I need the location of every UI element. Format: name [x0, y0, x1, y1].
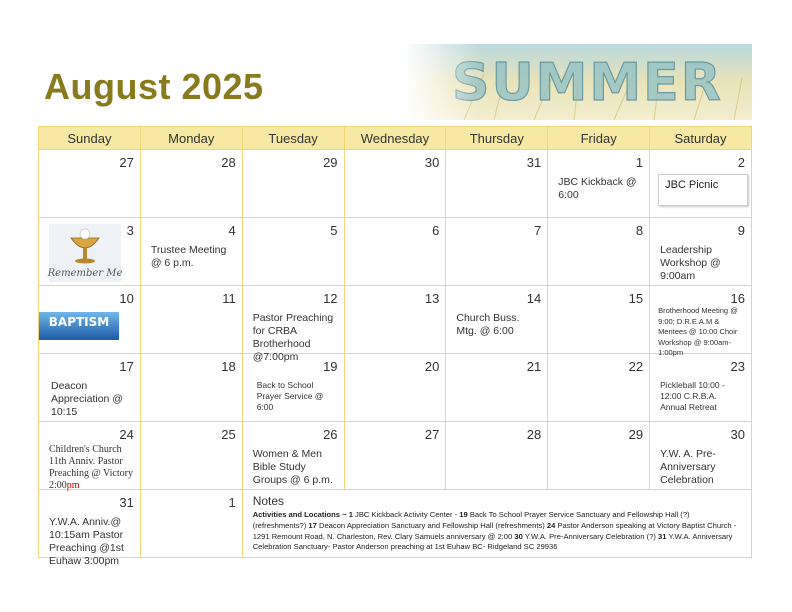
day-cell [650, 286, 752, 357]
event-text: JBC Kickback @ 6:00 [558, 176, 637, 201]
day-cell [446, 354, 548, 422]
event-suffix: pm [66, 480, 80, 491]
day-number: 14 [526, 291, 542, 306]
calendar-grid [38, 126, 752, 567]
event-box: JBC Picnic [658, 174, 748, 206]
day-number: 24 [119, 427, 134, 442]
communion-icon [49, 224, 121, 282]
day-cell [242, 354, 344, 422]
weekday-header: Thursday [446, 127, 548, 150]
day-number: 12 [323, 291, 338, 306]
note-text: Deacon Appreciation Sanctuary and Fellowship Hall (refreshments) [316, 520, 547, 530]
week-row [39, 286, 752, 354]
day-number: 27 [424, 427, 440, 442]
day-number: 31 [119, 495, 134, 510]
week-row [39, 150, 752, 218]
day-cell [344, 422, 446, 490]
summer-banner [404, 44, 752, 120]
day-cell [650, 422, 752, 490]
day-number: 1 [228, 495, 236, 510]
weekday-header: Sunday [39, 127, 141, 150]
event-text: Leadership Workshop @ 9:00am [660, 244, 721, 282]
day-number: 11 [222, 291, 236, 306]
day-cell [140, 150, 242, 218]
day-cell [650, 150, 752, 218]
day-number: 27 [119, 155, 134, 170]
weekday-header: Monday [140, 127, 242, 150]
day-number: 17 [119, 359, 134, 374]
day-number: 28 [221, 155, 236, 170]
event-text: Y.W.A. Anniv.@ 10:15am Pastor Preaching @1st Euhaw 3:00pm [49, 516, 124, 567]
note-text: Pastor Anderson speaking at Victory Baptist Church - 1291 Remount Road, N. Charleston, Rev. Clary Samuels anniversary @ 2:00 [252, 520, 737, 541]
day-cell [344, 286, 446, 354]
day-cell [39, 422, 141, 490]
weekday-header: Friday [548, 127, 650, 150]
day-cell [548, 286, 650, 354]
day-number: 25 [221, 427, 236, 442]
day-number: 16 [730, 291, 745, 306]
day-cell [242, 218, 344, 286]
event-text: Y.W. A. Pre-Anniversary Celebration [660, 448, 716, 486]
note-day: 17 [308, 520, 317, 530]
note-day: 31 [658, 531, 667, 541]
day-cell [39, 286, 141, 354]
note-text: Y.W.A. Anniversary Celebration Sanctuary- Pastor Anderson preaching at 1st Euhaw BC- Ridgeland SC 29936 [252, 531, 733, 552]
day-number: 29 [628, 427, 644, 442]
day-cell [446, 422, 548, 490]
note-text: Back To School Prayer Service Sanctuary and Fellowship Hall (?) (refreshments?) [252, 510, 690, 530]
event-text: Pickleball 10:00 - 12:00 C.R.B.A. Annual Retreat [660, 380, 725, 412]
day-cell [548, 422, 650, 490]
day-number: 7 [533, 223, 542, 238]
day-number: 13 [424, 291, 440, 306]
day-cell [242, 150, 344, 218]
remember-me-image [49, 224, 121, 282]
day-cell [140, 490, 242, 558]
page-title: August 2025 [44, 66, 264, 107]
baptism-text: BAPTISM [48, 315, 110, 329]
day-number: 18 [221, 359, 236, 374]
event-text [49, 444, 134, 492]
weekday-header-row [39, 127, 752, 150]
day-cell [140, 218, 242, 286]
baptism-icon [39, 312, 119, 340]
note-text: Y.W.A. Pre-Anniversary Celebration (?) [522, 531, 659, 541]
day-cell [446, 218, 548, 286]
day-cell [344, 354, 446, 422]
day-number: 4 [228, 223, 236, 238]
day-cell [446, 286, 548, 354]
day-number: 15 [628, 291, 644, 306]
day-number: 2 [737, 155, 745, 170]
day-cell [446, 150, 548, 218]
day-cell [39, 490, 141, 567]
day-number: 5 [330, 223, 338, 238]
day-number: 3 [126, 223, 134, 238]
day-number: 20 [424, 359, 440, 374]
event-main: Children's Church 11th Anniv. Pastor Preaching @ Victory 2:00 [49, 444, 133, 491]
event-text: Pastor Preaching for CRBA Brotherhood @7:00pm [252, 312, 334, 363]
week-row [39, 354, 752, 422]
day-cell [242, 286, 344, 363]
notes-heading: Activities and Locations ~ 1 [252, 510, 353, 519]
week-row [39, 490, 752, 558]
remember-me-text: Remember Me [47, 268, 123, 279]
day-number: 9 [737, 223, 745, 238]
notes-title: Notes [252, 494, 285, 508]
day-number: 1 [635, 155, 644, 170]
day-cell [344, 218, 446, 286]
week-row [39, 422, 752, 490]
note-text: JBC Kickback Activity Center - [352, 510, 460, 519]
summer-banner-image [404, 44, 752, 120]
day-cell [140, 286, 242, 354]
day-number: 21 [526, 359, 542, 374]
notes-cell [242, 490, 751, 558]
day-number: 30 [424, 155, 440, 170]
event-text: Trustee Meeting @ 6 p.m. [150, 244, 227, 269]
day-number: 8 [635, 223, 644, 238]
event-text: Back to School Prayer Service @ 6:00 [256, 380, 324, 412]
day-cell [548, 218, 650, 286]
note-day: 24 [546, 520, 556, 530]
day-number: 26 [323, 427, 338, 442]
note-day: 19 [459, 510, 468, 519]
day-cell [39, 218, 141, 286]
day-number: 10 [119, 291, 134, 306]
day-number: 23 [730, 359, 745, 374]
event-text: Women & Men Bible Study Groups @ 6 p.m. [252, 448, 333, 486]
day-cell [650, 218, 752, 286]
day-cell [650, 354, 752, 422]
event-text: Brotherhood Meeting @ 9:00; D.R.E.A.M & Mentees @ 10:00 Choir Workshop @ 9:00am-1:00pm [658, 306, 738, 357]
week-row [39, 218, 752, 286]
day-cell [39, 354, 141, 422]
weekday-header: Wednesday [344, 127, 446, 150]
day-cell [39, 150, 141, 218]
baptism-image [39, 312, 119, 340]
day-cell [242, 422, 344, 490]
notes-text [253, 510, 743, 553]
event-text: Church Buss. Mtg. @ 6:00 [456, 312, 520, 337]
note-day: 30 [514, 531, 523, 541]
day-number: 19 [323, 359, 338, 374]
day-number: 6 [432, 223, 440, 238]
day-number: 30 [730, 427, 745, 442]
day-cell [548, 354, 650, 422]
day-cell [548, 150, 650, 218]
day-cell [140, 422, 242, 490]
day-number: 29 [323, 155, 338, 170]
day-number: 31 [526, 155, 542, 170]
day-number: 22 [628, 359, 644, 374]
weekday-header: Saturday [650, 127, 752, 150]
day-number: 28 [526, 427, 542, 442]
event-text: Deacon Appreciation @ 10:15 [51, 380, 123, 418]
day-cell [344, 150, 446, 218]
day-cell [140, 354, 242, 422]
weekday-header: Tuesday [242, 127, 344, 150]
